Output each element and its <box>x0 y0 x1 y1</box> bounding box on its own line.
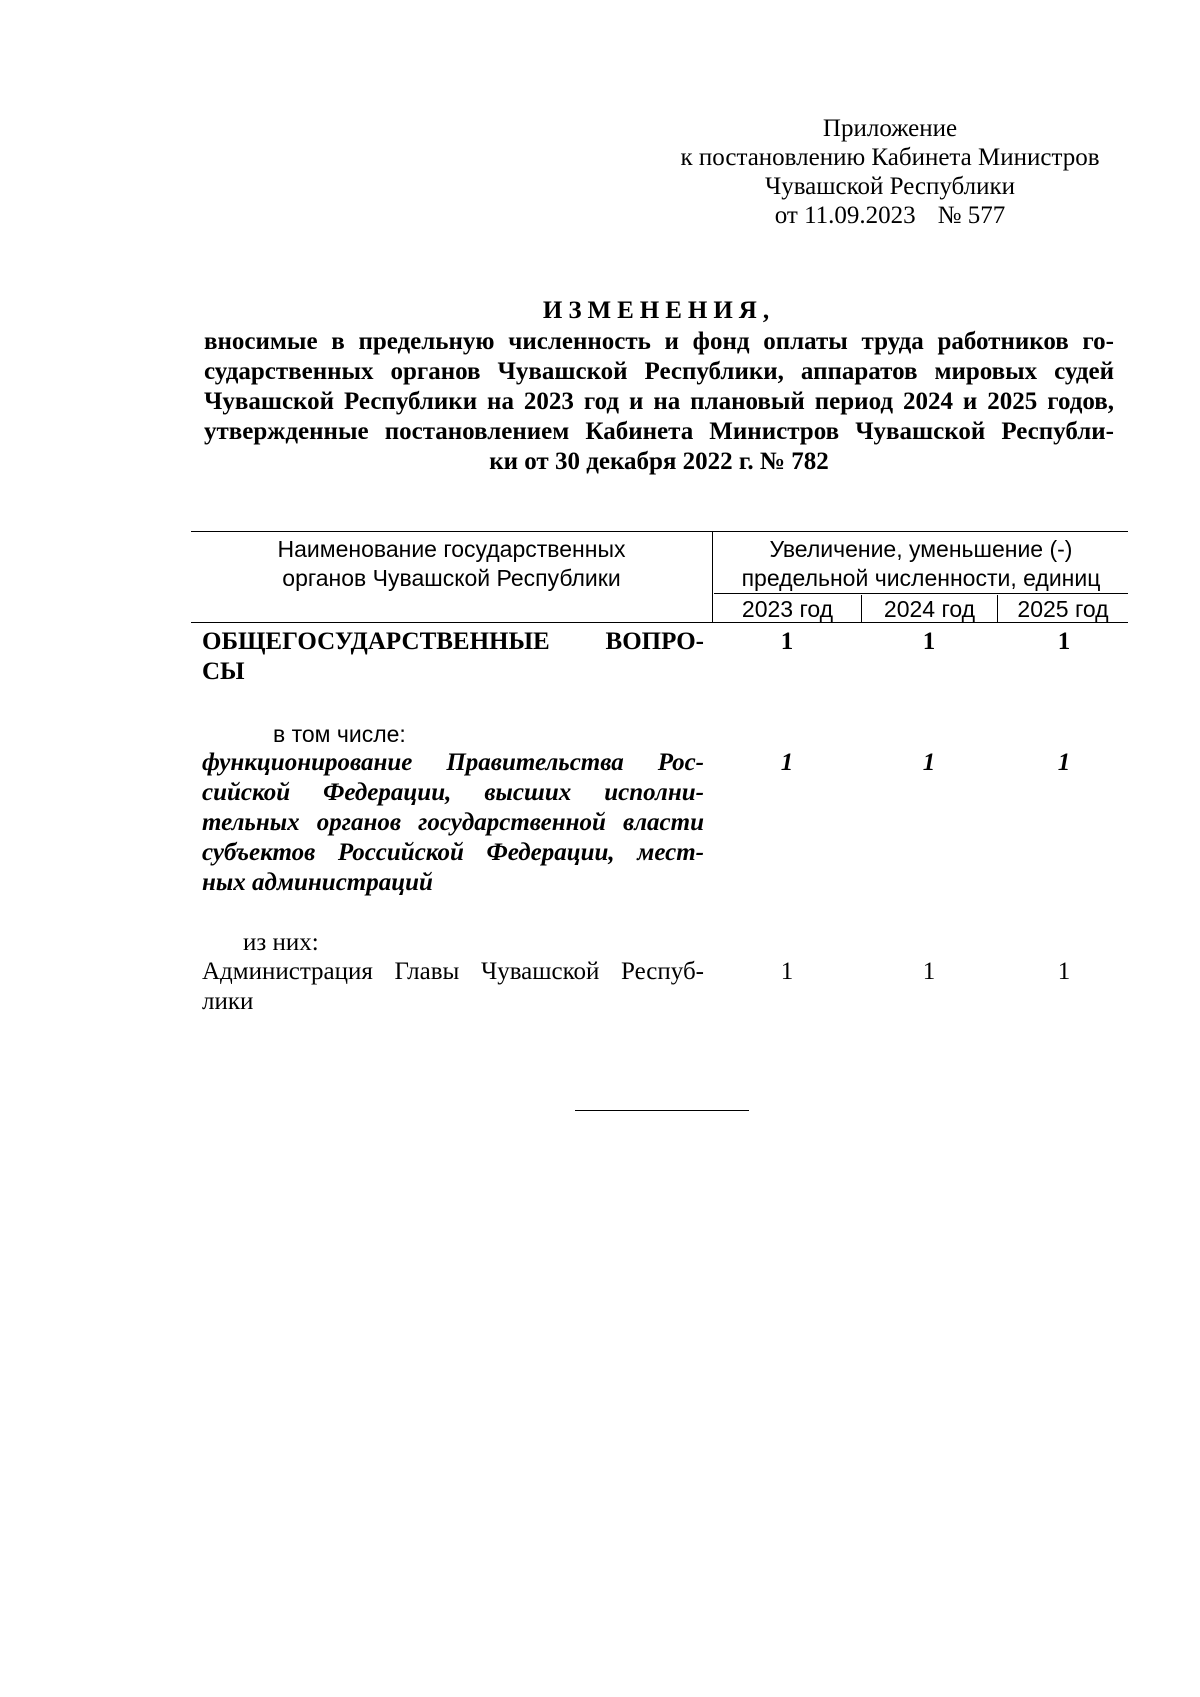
row-line: ных администраций <box>202 869 433 896</box>
header-name-line: органов Чувашской Республики <box>282 565 621 591</box>
appendix-block <box>680 114 1100 230</box>
row-value-2023: 1 <box>780 749 794 776</box>
title-line: вносимые в предельную численность и фонд оплаты труда работников го- <box>204 328 1114 355</box>
table-row-administration <box>202 957 704 1017</box>
row-value-2025: 1 <box>1057 958 1071 985</box>
row-sublabel-including: в том числе: <box>273 721 406 747</box>
row-line: ОБЩЕГОСУДАРСТВЕННЫЕ ВОПРО- <box>202 628 704 655</box>
header-name-line: Наименование государственных <box>277 536 626 562</box>
header-year-2023: 2023 год <box>714 595 862 622</box>
row-line: функционирование Правительства Рос- <box>202 749 704 776</box>
row-value-2024: 1 <box>922 958 936 985</box>
header-name-column <box>191 532 713 622</box>
row-value-2023: 1 <box>780 958 794 985</box>
row-value-2025: 1 <box>1057 628 1071 655</box>
row-value-2025: 1 <box>1057 749 1071 776</box>
row-value-2023: 1 <box>780 628 794 655</box>
title-line: ки от 30 декабря 2022 г. № 782 <box>489 448 829 475</box>
table-header <box>191 531 1128 623</box>
appendix-number: № 577 <box>937 202 1006 229</box>
header-group-column <box>714 532 1128 594</box>
row-line: Администрация Главы Чувашской Респуб- <box>202 958 704 985</box>
row-line: СЫ <box>202 658 245 685</box>
table-row-general-issues <box>202 627 704 687</box>
header-year-2025: 2025 год <box>1017 596 1109 622</box>
header-group-line: Увеличение, уменьшение (-) <box>769 536 1073 562</box>
appendix-republic: Чувашской Республики <box>764 173 1016 200</box>
title-line: утвержденные постановлением Кабинета Министров Чувашской Республи- <box>204 418 1114 445</box>
row-line: лики <box>202 988 254 1015</box>
row-value-2024: 1 <box>922 628 936 655</box>
row-sublabel-of-which: из них: <box>243 929 319 956</box>
appendix-date-line <box>680 201 1100 230</box>
header-year-2024: 2024 год <box>862 595 998 622</box>
header-group-line: предельной численности, единиц <box>741 565 1101 591</box>
row-value-2024: 1 <box>922 749 936 776</box>
document-title <box>204 296 1114 477</box>
appendix-title: Приложение <box>822 115 958 142</box>
title-line: Чувашской Республики на 2023 год и на плановый период 2024 и 2025 годов, <box>204 388 1114 415</box>
table-row-government-functioning <box>202 748 704 898</box>
row-line: субъектов Российской Федерации, мест- <box>202 839 704 866</box>
title-main: ИЗМЕНЕНИЯ, <box>542 297 776 324</box>
appendix-reference: к постановлению Кабинета Министров <box>680 144 1100 171</box>
end-divider <box>575 1110 749 1111</box>
title-line: сударственных органов Чувашской Республики, аппаратов мировых судей <box>204 358 1114 385</box>
appendix-date: от 11.09.2023 <box>774 202 916 229</box>
row-line: сийской Федерации, высших исполни- <box>202 779 704 806</box>
row-line: тельных органов государственной власти <box>202 809 704 836</box>
